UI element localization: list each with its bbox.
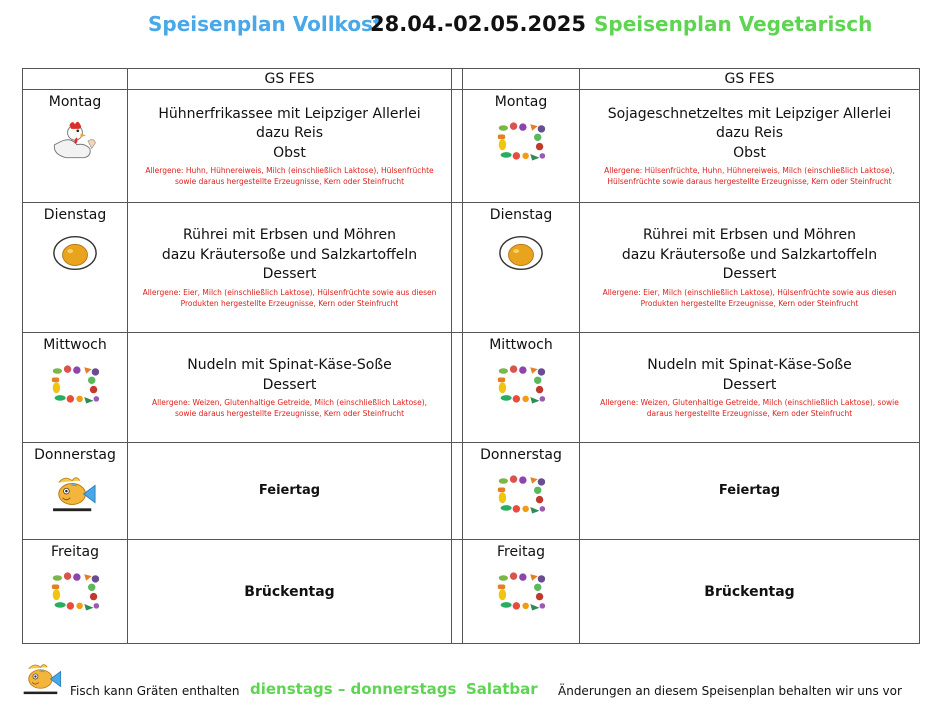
day-label: Freitag [497,544,545,560]
day-cell-left [23,90,128,203]
day-cell-right [463,333,580,443]
holiday-label: Feiertag [258,483,321,498]
vegetables-icon [495,120,547,162]
vegetables-icon [495,570,547,612]
vegetables-icon [49,363,101,405]
day-label: Freitag [51,544,99,560]
day-label: Dienstag [43,207,107,223]
allergen-note: Allergene: Eier, Milch (einschließlich Laktose), Hülsenfrüchte sowie aus diesen Produkten hergestellte Erzeugnisse, Kern oder Steinfrucht [602,287,897,308]
meal-line: Dessert [722,266,777,283]
meal-line: dazu Kräutersoße und Salzkartoffeln [621,246,878,263]
day-label: Donnerstag [34,447,116,463]
meal-line: dazu Kräutersoße und Salzkartoffeln [161,246,418,263]
meal-cell-left [128,443,452,540]
allergen-note: Allergene: Eier, Milch (einschließlich Laktose), Hülsenfrüchte sowie aus diesen Produkten hergestellte Erzeugnisse, Kern oder Steinfrucht [142,287,437,308]
column-gap [452,90,463,203]
meal-plan-body [23,90,920,644]
changes-note: Änderungen an diesem Speisenplan behalten wir uns vor [558,684,902,698]
column-header-right: GS FES [580,69,920,90]
meal-cell-right [580,203,920,333]
egg-icon [51,233,99,273]
day-cell-right [463,90,580,203]
day-label: Mittwoch [43,337,107,353]
vegetables-icon [495,363,547,405]
meal-line: Dessert [722,376,777,393]
chicken-icon [49,120,101,162]
meal-line: Nudeln mit Spinat-Käse-Soße [187,357,392,373]
day-label: Donnerstag [480,447,562,463]
column-header-left: GS FES [128,69,452,90]
day-label: Dienstag [489,207,553,223]
meal-plan-table [22,68,920,644]
day-label: Montag [494,94,548,110]
day-cell-left [23,203,128,333]
fish-icon [22,660,64,698]
meal-line: Obst [273,144,306,161]
day-label: Mittwoch [489,337,553,353]
allergen-note: Allergene: Weizen, Glutenhaltige Getreide, Milch (einschließlich Laktose), sowie daraus hergestellte Erzeugnisse, Kern oder Steinfrucht [151,398,428,418]
day-cell-left [23,443,128,540]
vegetables-icon [495,473,547,515]
meal-line: Dessert [262,266,317,283]
meal-cell-right [580,90,920,203]
meal-line: Dessert [262,376,317,393]
vollkost-title: Speisenplan Vollkost [148,12,383,36]
salad-bar-label: Salatbar [466,680,538,698]
column-gap [452,443,463,540]
meal-line: Rührei mit Erbsen und Möhren [643,227,856,244]
holiday-label: Feiertag [718,483,781,498]
day-cell-right [463,203,580,333]
day-label: Montag [48,94,102,110]
allergen-note: Allergene: Hülsenfrüchte, Huhn, Hühnereiweis, Milch (einschließlich Laktose), Hülsenfrüchte sowie daraus hergestellte Erzeugnisse, Kern oder Steinfrucht [604,166,895,187]
day-cell-left [23,333,128,443]
meal-cell-left [128,203,452,333]
allergen-note: Allergene: Weizen, Glutenhaltige Getreide, Milch (einschließlich Laktose), sowie daraus hergestellte Erzeugnisse, Kern oder Steinfrucht [600,398,899,418]
meal-line: Obst [733,144,766,161]
meal-line: Sojageschnetzeltes mit Leipziger Allerlei [607,105,892,122]
page-header [0,12,940,44]
meal-line: dazu Reis [715,125,784,142]
meal-cell-left [128,540,452,644]
vegetarisch-title: Speisenplan Vegetarisch [594,12,873,36]
vegetables-icon [49,570,101,612]
meal-cell-right [580,333,920,443]
fish-icon [49,473,101,515]
column-gap [452,333,463,443]
meal-cell-left [128,90,452,203]
salad-days: dienstags – donnerstags [250,680,457,698]
day-cell-left [23,540,128,644]
meal-line: Rührei mit Erbsen und Möhren [183,227,396,244]
meal-line: Nudeln mit Spinat-Käse-Soße [647,357,852,373]
table-header-row [23,69,920,90]
column-gap [452,540,463,644]
bridge-day-label: Brückentag [244,583,335,600]
bridge-day-label: Brückentag [704,583,795,600]
table-row [23,333,920,443]
day-cell-right [463,443,580,540]
allergen-note: Allergene: Huhn, Hühnereiweis, Milch (einschließlich Laktose), Hülsenfrüchte sowie daraus hergestellte Erzeugnisse, Kern oder Steinfrucht [145,166,434,187]
meal-line: Hühnerfrikassee mit Leipziger Allerlei [158,105,421,122]
day-header-empty-right [463,69,580,90]
table-row [23,203,920,333]
day-header-empty-left [23,69,128,90]
table-row [23,540,920,644]
meal-cell-right [580,540,920,644]
fish-note: Fisch kann Gräten enthalten [70,684,240,698]
meal-line: dazu Reis [255,125,324,142]
date-range: 28.04.-02.05.2025 [370,12,586,36]
column-gap [452,69,463,90]
day-cell-right [463,540,580,644]
page-footer [0,660,940,710]
meal-cell-left [128,333,452,443]
table-row [23,90,920,203]
column-gap [452,203,463,333]
table-row [23,443,920,540]
meal-cell-right [580,443,920,540]
egg-icon [497,233,545,273]
